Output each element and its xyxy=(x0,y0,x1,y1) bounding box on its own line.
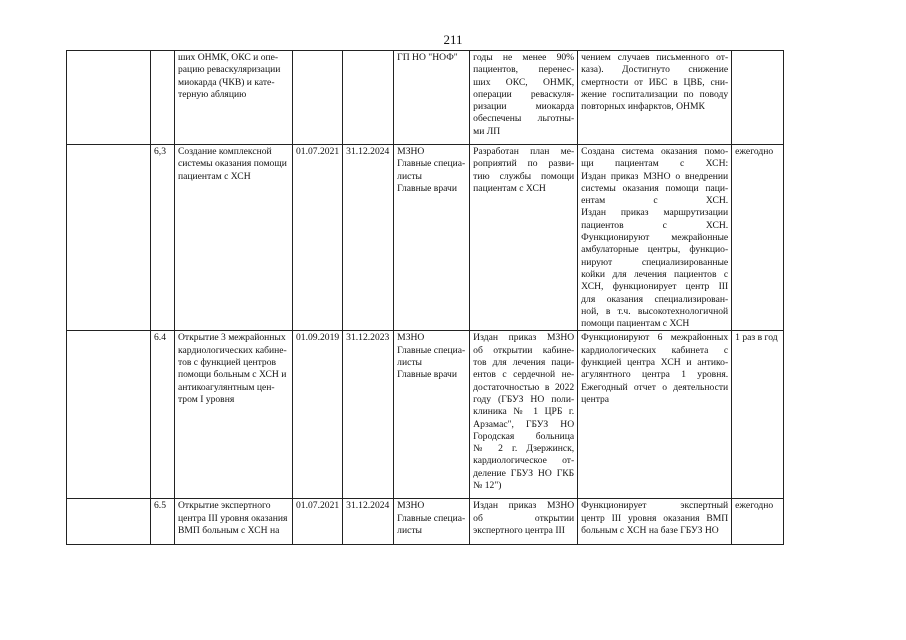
cell-line: клиника № 1 ЦРБ г. xyxy=(473,406,575,418)
cell-start: 01.09.2019 xyxy=(293,331,343,499)
cell-line: чением случаев письменного от- xyxy=(581,52,729,63)
cell-line: об открытии кабине- xyxy=(473,344,575,356)
cell-line: ентов с сердечной не- xyxy=(473,369,575,381)
cell-line: тов с функцией центров xyxy=(178,357,277,369)
cell-result xyxy=(470,499,578,545)
cell-line: каза). Достигнуто снижение xyxy=(581,64,729,76)
cell-line: Главные врачи xyxy=(397,369,457,381)
cell-line: Арзамас", ГБУЗ НО xyxy=(473,418,575,430)
cell-line: пациентам с ХСН xyxy=(473,182,546,194)
cell-line: системы оказания помощи xyxy=(178,158,287,170)
cell-line: Городская больница xyxy=(473,430,575,442)
cell-end: 31.12.2023 xyxy=(343,331,394,499)
cell-line: пациентам с ХСН xyxy=(178,170,251,182)
cell-line: койки для лечения пациентов с xyxy=(581,268,729,280)
cell-line: жение госпитализации по поводу xyxy=(581,88,729,100)
cell-line: смертности от ИБС в ЦВБ, сни- xyxy=(581,76,729,88)
blank-cell xyxy=(67,145,151,331)
cell-line: кардиологическое от- xyxy=(473,455,575,467)
cell-line: кардиологических кабинета с xyxy=(581,344,729,356)
blank-cell xyxy=(67,331,151,499)
cell-exec xyxy=(394,331,470,499)
cell-line: листы xyxy=(397,357,422,369)
cell-line: Издан приказ МЗНО о внедрении xyxy=(581,170,729,182)
cell-line: Издан приказ МЗНО xyxy=(473,500,575,512)
cell-line: ной, в т.ч. высокотехнологичной xyxy=(581,305,729,317)
cell-line: ших ОКС, ОНМК, xyxy=(473,76,575,88)
cell-line: Разработан план ме- xyxy=(473,146,575,157)
cell-line: МЗНО xyxy=(397,332,425,344)
cell-line: Издан приказ маршрутизации xyxy=(581,207,729,219)
table-row xyxy=(67,145,784,331)
cell-line: Функционируют 6 межрайонных xyxy=(581,332,729,344)
cell-num: 6.5 xyxy=(151,499,175,545)
cell-line: экспертного центра III xyxy=(473,525,565,537)
cell-line: центр III уровня оказания ВМП xyxy=(581,512,729,524)
cell-line: амбулаторные центры, функцио- xyxy=(581,244,729,256)
cell-line: системы оказания помощи паци- xyxy=(581,182,729,194)
cell-result xyxy=(470,51,578,145)
cell-line: ризации миокарда xyxy=(473,101,575,113)
measures-table xyxy=(66,50,784,545)
cell-line: годы не менее 90% xyxy=(473,52,575,63)
cell-exec xyxy=(394,499,470,545)
cell-line: операции реваскуля- xyxy=(473,88,575,100)
cell-line: ми ЛП xyxy=(473,125,501,137)
cell-line: ГП НО "НОФ" xyxy=(397,52,458,63)
cell-num: 6,3 xyxy=(151,145,175,331)
cell-line: достаточностью в 2022 xyxy=(473,381,575,393)
table-row xyxy=(67,499,784,545)
cell-line: рацию реваскуляризации xyxy=(178,64,281,76)
cell-line: функцией центра ХСН и антико- xyxy=(581,357,729,369)
cell-line: обеспечены льготны- xyxy=(473,113,575,125)
cell-line: центра xyxy=(581,393,610,405)
cell-exec xyxy=(394,51,470,145)
cell-line: больным с ХСН на базе ГБУЗ НО xyxy=(581,525,719,537)
cell-outcome xyxy=(578,499,732,545)
cell-line: МЗНО xyxy=(397,500,425,512)
cell-line: Функционируют межрайонные xyxy=(581,232,729,244)
cell-line: Издан приказ МЗНО xyxy=(473,332,575,344)
cell-line: ентам с ХСН. xyxy=(581,195,729,207)
cell-outcome xyxy=(578,145,732,331)
cell-name xyxy=(175,331,293,499)
cell-line: центра III уровня оказания xyxy=(178,512,288,524)
cell-line: Создание комплексной xyxy=(178,146,272,157)
cell-line: Главные специа- xyxy=(397,158,466,170)
cell-line: миокарда (ЧКВ) и кате- xyxy=(178,76,275,88)
cell-freq xyxy=(732,51,784,145)
cell-start: 01.07.2021 xyxy=(293,145,343,331)
page-number: 211 xyxy=(443,32,463,47)
cell-line: терную абляцию xyxy=(178,88,247,100)
cell-line: ших ОНМК, ОКС и опе- xyxy=(178,52,279,63)
cell-line: нируют специализированные xyxy=(581,256,729,268)
cell-num: 6.4 xyxy=(151,331,175,499)
cell-line: роприятий по разви- xyxy=(473,158,575,170)
cell-line: пациентов с ХСН. xyxy=(581,219,729,231)
table-row xyxy=(67,331,784,499)
cell-freq: ежегодно xyxy=(732,145,784,331)
cell-name xyxy=(175,51,293,145)
cell-line: пациентов, перенес- xyxy=(473,64,575,76)
cell-line: ХСН, функционирует центр III xyxy=(581,281,729,293)
cell-line: Ежегодный отчет о деятельности xyxy=(581,381,729,393)
cell-line: тов для лечения паци- xyxy=(473,357,575,369)
cell-line: тром I уровня xyxy=(178,393,235,405)
cell-end: 31.12.2024 xyxy=(343,145,394,331)
cell-freq: 1 раз в год xyxy=(732,331,784,499)
cell-end xyxy=(343,51,394,145)
cell-line: Открытие 3 межрайонных xyxy=(178,332,286,344)
cell-line: помощи пациентам с ХСН xyxy=(581,318,690,330)
cell-line: ВМП больным с ХСН на xyxy=(178,525,280,537)
cell-line: деление ГБУЗ НО ГКБ xyxy=(473,467,575,479)
cell-line: тию службы помощи xyxy=(473,170,575,182)
cell-outcome xyxy=(578,331,732,499)
cell-line: повторных инфарктов, ОНМК xyxy=(581,101,705,113)
cell-line: кардиологических кабине- xyxy=(178,344,287,356)
cell-result xyxy=(470,331,578,499)
cell-line: Главные врачи xyxy=(397,182,457,194)
cell-line: щи пациентам с ХСН: xyxy=(581,158,729,170)
cell-line: Главные специа- xyxy=(397,344,466,356)
cell-line: помощи больным с ХСН и xyxy=(178,369,287,381)
cell-line: № 2 г. Дзержинск, xyxy=(473,443,575,455)
blank-cell xyxy=(67,51,151,145)
cell-start: 01.07.2021 xyxy=(293,499,343,545)
cell-line: агулянтного центра 1 уровня. xyxy=(581,369,729,381)
cell-line: листы xyxy=(397,525,422,537)
cell-line: Функционирует экспертный xyxy=(581,500,729,512)
cell-start xyxy=(293,51,343,145)
cell-end: 31.12.2024 xyxy=(343,499,394,545)
cell-line: Открытие экспертного xyxy=(178,500,271,512)
cell-line: антикоагулянтным цен- xyxy=(178,381,275,393)
cell-num xyxy=(151,51,175,145)
cell-line: № 12") xyxy=(473,480,502,492)
cell-freq: ежегодно xyxy=(732,499,784,545)
cell-exec xyxy=(394,145,470,331)
cell-line: листы xyxy=(397,170,422,182)
cell-line: Создана система оказания помо- xyxy=(581,146,729,157)
cell-line: для оказания специализирован- xyxy=(581,293,729,305)
cell-outcome xyxy=(578,51,732,145)
cell-line: году (ГБУЗ НО поли- xyxy=(473,393,575,405)
table-row xyxy=(67,51,784,145)
cell-line: об открытии xyxy=(473,512,575,524)
cell-result xyxy=(470,145,578,331)
cell-line: Главные специа- xyxy=(397,512,466,524)
cell-name xyxy=(175,145,293,331)
blank-cell xyxy=(67,499,151,545)
cell-name xyxy=(175,499,293,545)
cell-line: МЗНО xyxy=(397,146,425,157)
